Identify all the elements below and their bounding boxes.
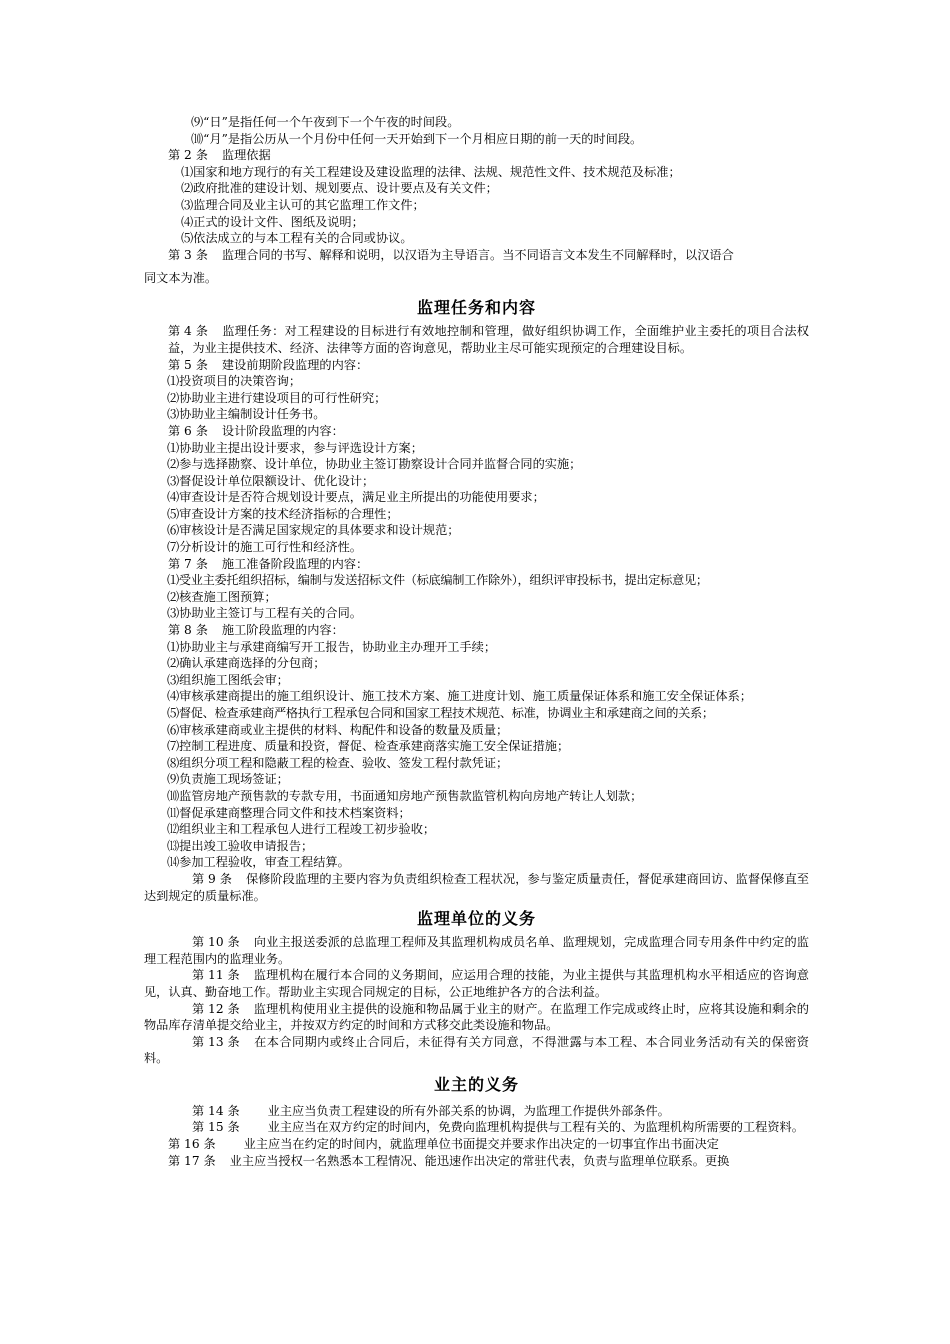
article-5-heading [144, 357, 809, 374]
article-text: 业主应当在双方约定的时间内，免费向监理机构提供与工程有关的、为监理机构所需要的工程资料。 [267, 1120, 804, 1135]
list-item: ⑴受业主委托组织招标，编制与发送招标文件（标底编制工作除外），组织评审投标书，提出定标意见； [167, 573, 708, 588]
article-label: 第 3 条 [168, 247, 208, 262]
article-text: 业主应当授权一名熟悉本工程情况、能迅速作出决定的常驻代表，负责与监理单位联系。更换 [229, 1153, 730, 1168]
article-text: 业主应当负责工程建设的所有外部关系的协调，为监理工作提供外部条件。 [267, 1103, 670, 1118]
list-item: ⑹审核设计是否满足国家规定的具体要求和设计规范； [167, 523, 460, 538]
list-item [144, 688, 809, 705]
article-4 [144, 323, 809, 356]
article-label: 第 4 条 [168, 324, 208, 339]
list-item-text: ⑷审核承建商提出的施工组织设计、施工技术方案、施工进度计划、施工质量保证体系和施工安全保证体系； [167, 689, 752, 704]
list-item: ⑸依法成立的与本工程有关的合同或协议。 [181, 231, 413, 246]
article-title: 建设前期阶段监理的内容： [221, 357, 369, 372]
article-label: 第 15 条 [192, 1120, 240, 1135]
list-item: ⑵协助业主进行建设项目的可行性研究； [167, 390, 387, 405]
list-item: ⑶组织施工图纸会审； [167, 672, 289, 687]
article-14 [144, 1103, 809, 1120]
article-label: 第 12 条 [192, 1001, 240, 1016]
article-9 [144, 871, 809, 904]
list-item: ⑶监理合同及业主认可的其它监理工作文件； [181, 197, 425, 212]
article-title: 设计阶段监理的内容： [221, 423, 344, 438]
list-item: ⑺控制工程进度、质量和投资，督促、检查承建商落实施工安全保证措施； [167, 739, 570, 754]
list-item: ⑺分析设计的施工可行性和经济性。 [167, 540, 362, 555]
list-item: ⑸审查设计方案的技术经济指标的合理性； [167, 506, 399, 521]
list-item: ⑿组织业主和工程承包人进行工程竣工初步验收； [167, 822, 436, 837]
section-heading: 监理任务和内容 [416, 298, 536, 318]
article-16 [144, 1136, 809, 1153]
list-item: ⑷审查设计是否符合规划设计要点，满足业主所提出的功能使用要求； [167, 490, 545, 505]
article-11 [144, 967, 809, 1000]
article-3-continuation: 同文本为准。 [144, 271, 218, 286]
article-label: 第 9 条 [192, 871, 232, 886]
article-label: 第 8 条 [168, 623, 208, 638]
list-item: ⒁参加工程验收，审查工程结算。 [167, 855, 350, 870]
list-item: ⑾督促承建商整理合同文件和技术档案资料； [167, 805, 411, 820]
article-13 [144, 1034, 809, 1067]
article-2-heading [144, 147, 809, 164]
list-item: ⑵确认承建商选择的分包商； [167, 656, 326, 671]
article-15 [144, 1119, 809, 1136]
article-label: 第 13 条 [192, 1034, 240, 1049]
article-title: 施工准备阶段监理的内容： [221, 556, 369, 571]
list-item: ⑶督促设计单位限额设计、优化设计； [167, 473, 375, 488]
article-text: 监理任务：对工程建设的目标进行有效地控制和管理，做好组织协调工作，全面维护业主委托的项目合法权益，为业主提供技术、经济、法律等方面的咨询意见，帮助业主尽可能实现预定的合理建设目标。 [168, 324, 809, 355]
list-item: ⑼负责施工现场签证； [167, 772, 289, 787]
list-item: ⑴协助业主与承建商编写开工报告，协助业主办理开工手续； [167, 639, 497, 654]
article-label: 第 17 条 [168, 1153, 216, 1168]
article-12 [144, 1001, 809, 1034]
list-item: ⑴国家和地方现行的有关工程建设及建设监理的法律、法规、规范性文件、技术规范及标准； [181, 164, 681, 179]
section-heading: 业主的义务 [433, 1074, 519, 1094]
list-item: ⑶协助业主签订与工程有关的合同。 [167, 606, 362, 621]
list-item: ⑽监管房地产预售款的专款专用，书面通知房地产预售款监管机构向房地产转让人划款； [167, 788, 643, 803]
list-item: ⑴投资项目的决策咨询； [167, 374, 302, 389]
article-label: 第 6 条 [168, 423, 208, 438]
article-3 [144, 247, 809, 264]
list-item: ⑸督促、检查承建商严格执行工程承包合同和国家工程技术规范、标准，协调业主和承建商之间的关系； [167, 706, 714, 720]
article-8-heading [144, 622, 809, 639]
list-item: ⑵参与选择勘察、设计单位，协助业主签订勘察设计合同并监督合同的实施； [167, 457, 582, 472]
article-text: 在本合同期内或终止合同后，未征得有关方同意，不得泄露与本工程、本合同业务活动有关的保密资料。 [144, 1034, 809, 1066]
article-text: 监理机构在履行本合同的义务期间，应运用合理的技能，为业主提供与其监理机构水平相适应的咨询意见，认真、勤奋地工作。帮助业主实现合同规定的目标，公正地维护各方的合法利益。 [144, 968, 809, 999]
article-6-heading [144, 423, 809, 440]
article-text: 监理合同的书写、解释和说明，以汉语为主导语言。当不同语言文本发生不同解释时，以汉语合 [221, 247, 734, 262]
list-item: ⑵政府批准的建设计划、规划要点、设计要点及有关文件； [181, 181, 498, 196]
list-item: ⑴协助业主提出设计要求，参与评选设计方案； [167, 440, 423, 455]
list-item: ⑵核查施工图预算； [167, 589, 277, 604]
article-text: 监理机构使用业主提供的设施和物品属于业主的财产。在监理工作完成或终止时，应将其设施和剩余的物品库存清单提交给业主，并按双方约定的时间和方式移交此类设施和物品。 [144, 1001, 809, 1033]
article-label: 第 5 条 [168, 357, 208, 372]
list-item: ⑶协助业主编制设计任务书。 [167, 407, 326, 422]
article-title: 监理依据 [221, 148, 271, 163]
list-item: ⒀提出竣工验收申请报告； [167, 838, 314, 853]
definition-item: ⑼“日”是指任何一个午夜到下一个午夜的时间段。 [191, 115, 460, 129]
article-10 [144, 934, 809, 967]
list-item: ⑹审核承建商或业主提供的材料、构配件和设备的数量及质量； [167, 722, 509, 737]
article-label: 第 11 条 [192, 968, 240, 983]
article-label: 第 14 条 [192, 1103, 240, 1118]
article-17 [144, 1153, 809, 1170]
article-label: 第 7 条 [168, 556, 208, 571]
article-7-heading [144, 556, 809, 573]
article-title: 施工阶段监理的内容： [221, 623, 344, 638]
article-label: 第 10 条 [192, 935, 240, 950]
definition-item: ⑽“月”是指公历从一个月份中任何一天开始到下一个月相应日期的前一天的时间段。 [191, 131, 643, 146]
article-label: 第 2 条 [168, 148, 208, 163]
document-page [144, 114, 809, 1169]
article-text: 业主应当在约定的时间内，就监理单位书面提交并要求作出决定的一切事宜作出书面决定 [243, 1137, 719, 1152]
list-item: ⑷正式的设计文件、图纸及说明； [181, 214, 364, 229]
list-item: ⑻组织分项工程和隐蔽工程的检查、验收、签发工程付款凭证； [167, 755, 509, 770]
article-text: 向业主报送委派的总监理工程师及其监理机构成员名单、监理规划，完成监理合同专用条件中约定的监理工程范围内的监理业务。 [144, 935, 809, 966]
article-text: 保修阶段监理的主要内容为负责组织检查工程状况，参与鉴定质量责任，督促承建商回访、监督保修直至达到规定的质量标准。 [144, 871, 809, 903]
section-heading: 监理单位的义务 [416, 909, 536, 929]
article-label: 第 16 条 [168, 1137, 216, 1152]
